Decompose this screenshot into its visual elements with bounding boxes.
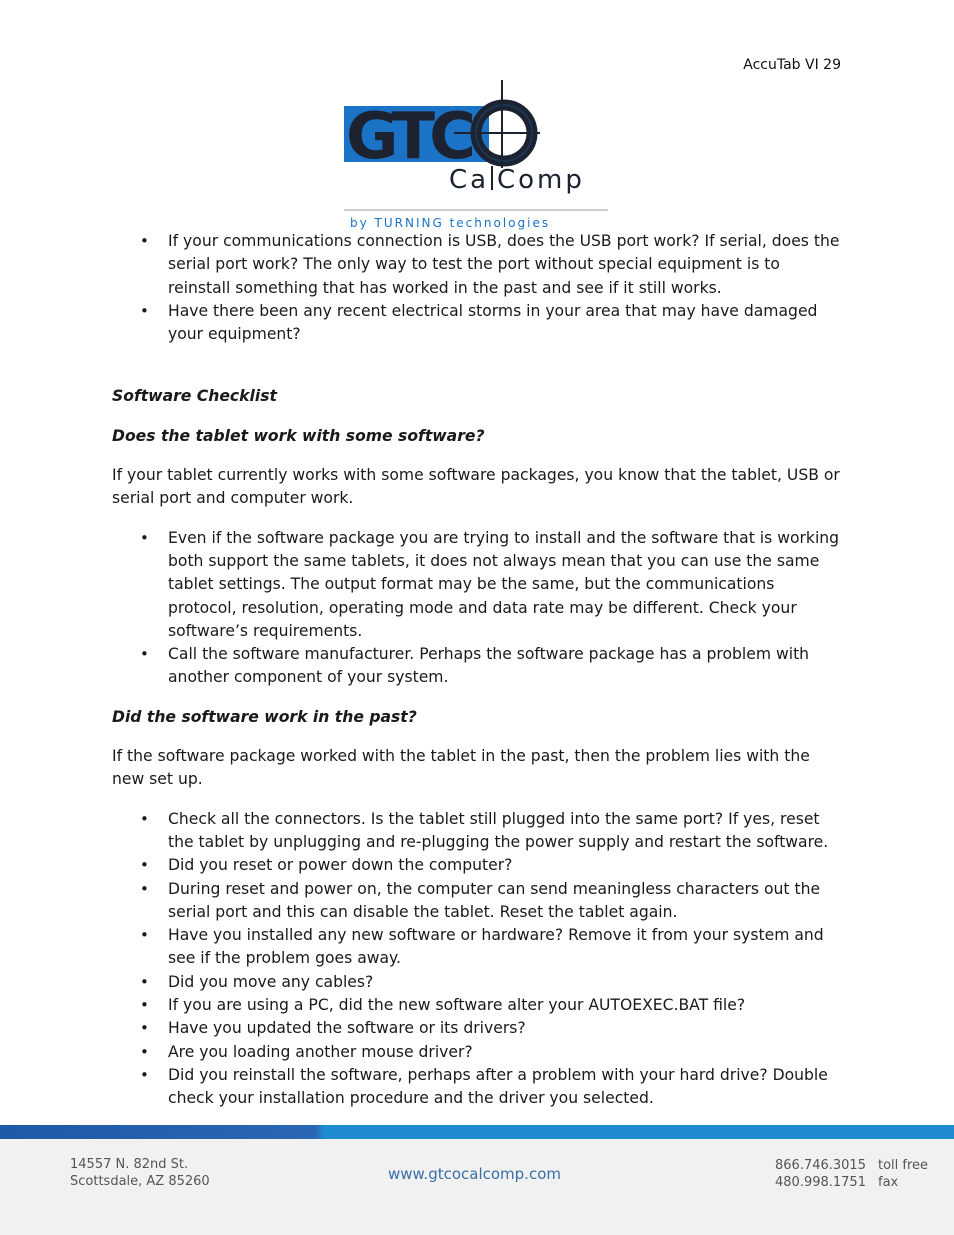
paragraph: If your tablet currently works with some software packages, you know that the tablet, USB or serial port and computer work.: [112, 466, 840, 508]
document-body: [112, 230, 847, 1111]
logo-graphic: [344, 78, 610, 230]
list-item: • If you are using a PC, did the new software alter your AUTOEXEC.BAT file?: [112, 994, 847, 1017]
list-item: • Have you updated the software or its drivers?: [112, 1017, 847, 1040]
list-item: • Have there been any recent electrical storms in your area that may have damaged your equipment?: [112, 300, 847, 347]
list-item: • Have you installed any new software or hardware? Remove it from your system and see if the problem goes away.: [112, 924, 847, 971]
page-header-title: AccuTab VI 29: [743, 57, 841, 73]
gtco-calcomp-logo: [344, 78, 610, 230]
footer-address: [70, 1156, 210, 1190]
footer-phone-labels: [878, 1157, 928, 1191]
list-item: • If your communications connection is USB, does the USB port work? If serial, does the serial port work? The only way to test the port without special equipment is to reinstall something that has worked in the past and see if it still works.: [112, 230, 847, 300]
svg-text:GTC: GTC: [346, 100, 471, 174]
q2-bullets: [112, 808, 847, 1111]
page-footer: [0, 1125, 954, 1235]
svg-text:Ca: Ca: [449, 165, 490, 195]
software-checklist-heading: Software Checklist: [112, 387, 277, 406]
footer-phone-numbers: [775, 1157, 866, 1191]
question-heading: Does the tablet work with some software?: [112, 426, 485, 445]
footer-color-bar: [0, 1125, 954, 1139]
list-item: • Call the software manufacturer. Perhaps the software package has a problem with another component of your system.: [112, 643, 847, 690]
list-item: • Check all the connectors. Is the tablet still plugged into the same port? If yes, reset the tablet by unplugging and re-plugging the power supply and restart the software.: [112, 808, 847, 855]
hardware-checklist-bullets: [112, 230, 847, 346]
phone-number: 866.746.3015: [775, 1158, 866, 1173]
list-item: • Are you loading another mouse driver?: [112, 1041, 847, 1064]
list-item: • Did you move any cables?: [112, 971, 847, 994]
list-item: • Did you reinstall the software, perhaps after a problem with your hard drive? Double check your installation procedure and the driver you selected.: [112, 1064, 847, 1111]
list-item: • Even if the software package you are trying to install and the software that is working both support the same tablets, it does not always mean that you can use the same tablet settings. The output format may be the same, but the communications protocol, resolution, operating mode and data rate may be different. Check your software’s requirements.: [112, 527, 847, 643]
list-item: • Did you reset or power down the computer?: [112, 854, 847, 877]
q1-bullets: [112, 527, 847, 690]
svg-text:Comp: Comp: [497, 165, 585, 195]
paragraph: If the software package worked with the tablet in the past, then the problem lies with the new set up.: [112, 747, 810, 789]
phone-label: toll free: [878, 1158, 929, 1173]
list-item: • During reset and power on, the computer can send meaningless characters out the serial port and this can disable the tablet. Reset the tablet again.: [112, 878, 847, 925]
footer-website-link[interactable]: www.gtcocalcomp.com: [388, 1165, 561, 1183]
address-line: Scottsdale, AZ 85260: [70, 1174, 210, 1189]
phone-label: fax: [878, 1175, 899, 1190]
svg-text:by TURNING technologies: by TURNING technologies: [350, 216, 551, 230]
phone-number: 480.998.1751: [775, 1175, 866, 1190]
question-heading: Did the software work in the past?: [112, 707, 417, 726]
address-line: 14557 N. 82nd St.: [70, 1157, 189, 1172]
